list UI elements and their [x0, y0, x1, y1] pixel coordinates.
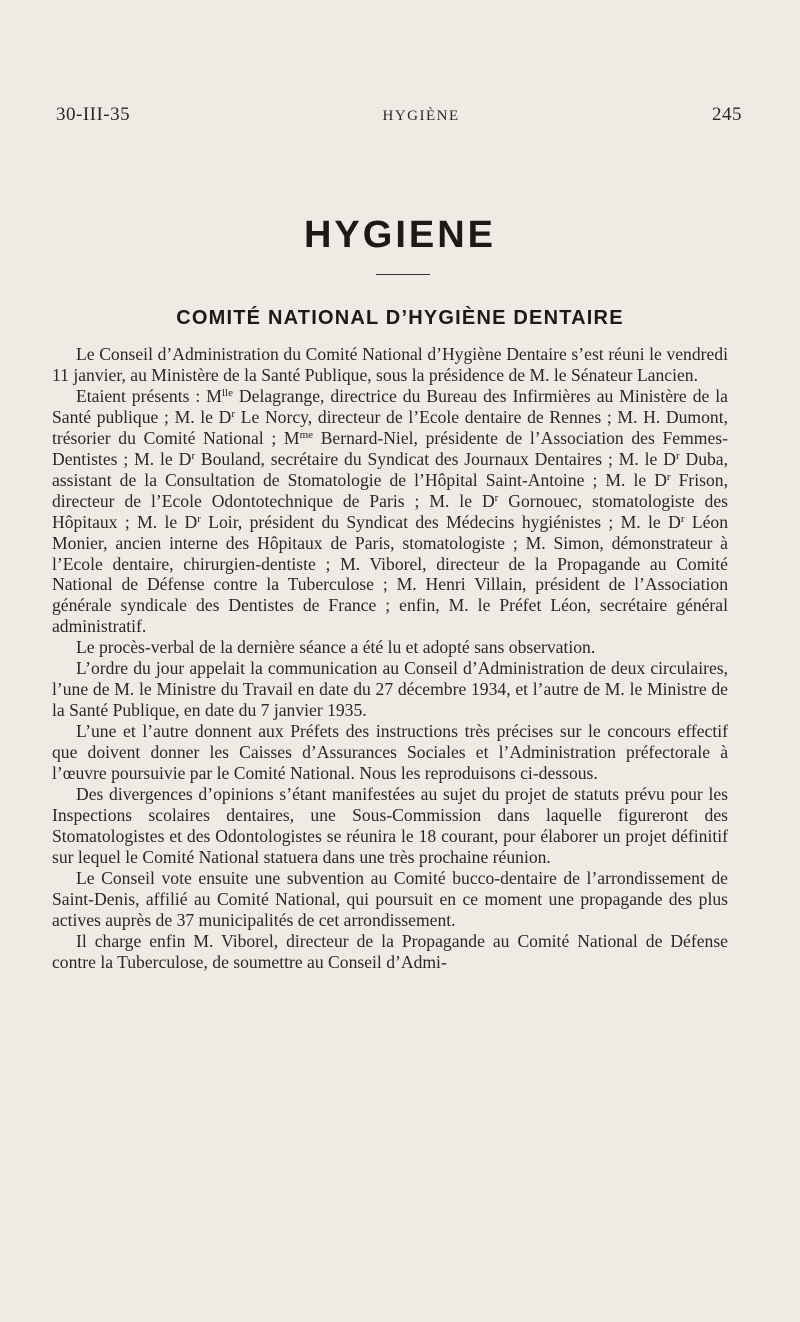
paragraph-text: Il charge enfin M. Viborel, directeur de la Propagande au Comité National de Défense contre la Tuberculose, de soumettre au Conseil d’Admi- [52, 930, 728, 972]
superscript: r [494, 491, 499, 504]
paragraph [52, 721, 728, 784]
superscript: r [191, 449, 195, 462]
paragraph-text: Le Conseil d’Administration du Comité National d’Hygiène Dentaire s’est réuni le vendredi 11 janvier, au Ministère de la Santé Publique, sous la présidence de M. le Sénateur Lancien. [52, 344, 728, 385]
page-number: 245 [711, 104, 742, 125]
article-heading: COMITÉ NATIONAL D’HYGIÈNE DENTAIRE [176, 307, 624, 329]
superscript: lle [221, 386, 233, 399]
superscript: r [197, 512, 201, 525]
superscript: r [666, 470, 671, 483]
header-section: HYGIÈNE [382, 108, 460, 124]
article-body [52, 344, 728, 973]
paragraph [52, 784, 728, 868]
paragraph [52, 637, 728, 658]
section-title: HYGIENE [303, 214, 497, 256]
paragraph-text: Le Norcy, directeur de l’Ecole dentaire de Rennes ; M. H. Dumont, trésorier du Comité National ; M [52, 406, 729, 448]
title-divider [376, 274, 430, 275]
paragraph-text: Etaient présents : M [76, 385, 222, 406]
paragraph [52, 344, 728, 386]
superscript: r [680, 512, 685, 525]
paragraph-text: Le procès-verbal de la dernière séance a été lu et adopté sans observation. [76, 637, 596, 658]
paragraph-text: L’ordre du jour appelait la communication au Conseil d’Administration de deux circulaires, l’une de M. le Ministre du Travail en date du 27 décembre 1934, et l’autre de M. le Ministre de la Santé Publique, en date du 7 janvier 1935. [52, 658, 728, 721]
paragraph-text: Le Conseil vote ensuite une subvention au Comité bucco-dentaire de l’arrondissement de Saint-Denis, affilié au Comité National, qui poursuit en ce moment une propagande des plus actives auprès de 37 municipalités de cet arrondissement. [52, 867, 728, 930]
superscript: me [299, 428, 314, 441]
paragraph-text: Frison, directeur de l’Ecole Odontotechnique de Paris ; M. le D [52, 469, 728, 511]
header-date: 30-III-35 [56, 104, 131, 125]
paragraph-text: Léon Monier, ancien interne des Hôpitaux de Paris, stomatologiste ; M. Simon, démonstrateur à l’Ecole dentaire, chirurgien-dentiste ; M. Viborel, directeur de la Propagande au Comité National de Défense contre la Tuberculose ; M. Henri Villain, président de l’Association générale syndicale des Dentistes de France ; enfin, M. le Préfet Léon, secrétaire général administratif. [52, 511, 728, 637]
paragraph-text: Delagrange, directrice du Bureau des Infirmières au Ministère de la Santé publique ; M. le D [52, 385, 728, 427]
paragraph-text: Bouland, secrétaire du Syndicat des Journaux Dentaires ; M. le D [195, 448, 676, 469]
paragraph-text: L’une et l’autre donnent aux Préfets des instructions très précises sur le concours effectif que doivent donner les Caisses d’Assurances Sociales et l’Administration préfectorale à l’œuvre poursuivie par le Comité National. Nous les reproduisons ci-dessous. [52, 721, 728, 784]
superscript: r [231, 407, 236, 420]
paragraph-text: Des divergences d’opinions s’étant manifestées au sujet du projet de statuts prévu pour les Inspections scolaires dentaires, une Sous-Commission dans laquelle figureront des Stomatologistes et des Odontologistes se réunira le 18 courant, pour élaborer un projet définitif sur lequel le Comité National statuera dans une très prochaine réunion. [52, 784, 728, 867]
paragraph-text: Duba, assistant de la Consultation de Stomatologie de l’Hôpital Saint-Antoine ; M. le D [52, 448, 728, 490]
paragraph [52, 868, 728, 931]
superscript: r [675, 449, 680, 462]
paragraph-text: Gornouec, stomatologiste des Hôpitaux ; M. le D [52, 490, 728, 532]
running-header [56, 104, 742, 126]
paragraph [52, 658, 728, 721]
paragraph-text: Loir, président du Syndicat des Médecins hygiénistes ; M. le D [200, 511, 681, 532]
paragraph [52, 386, 728, 637]
paragraph-text: Bernard-Niel, présidente de l’Association des Femmes-Dentistes ; M. le D [52, 427, 728, 469]
paragraph [52, 931, 728, 973]
